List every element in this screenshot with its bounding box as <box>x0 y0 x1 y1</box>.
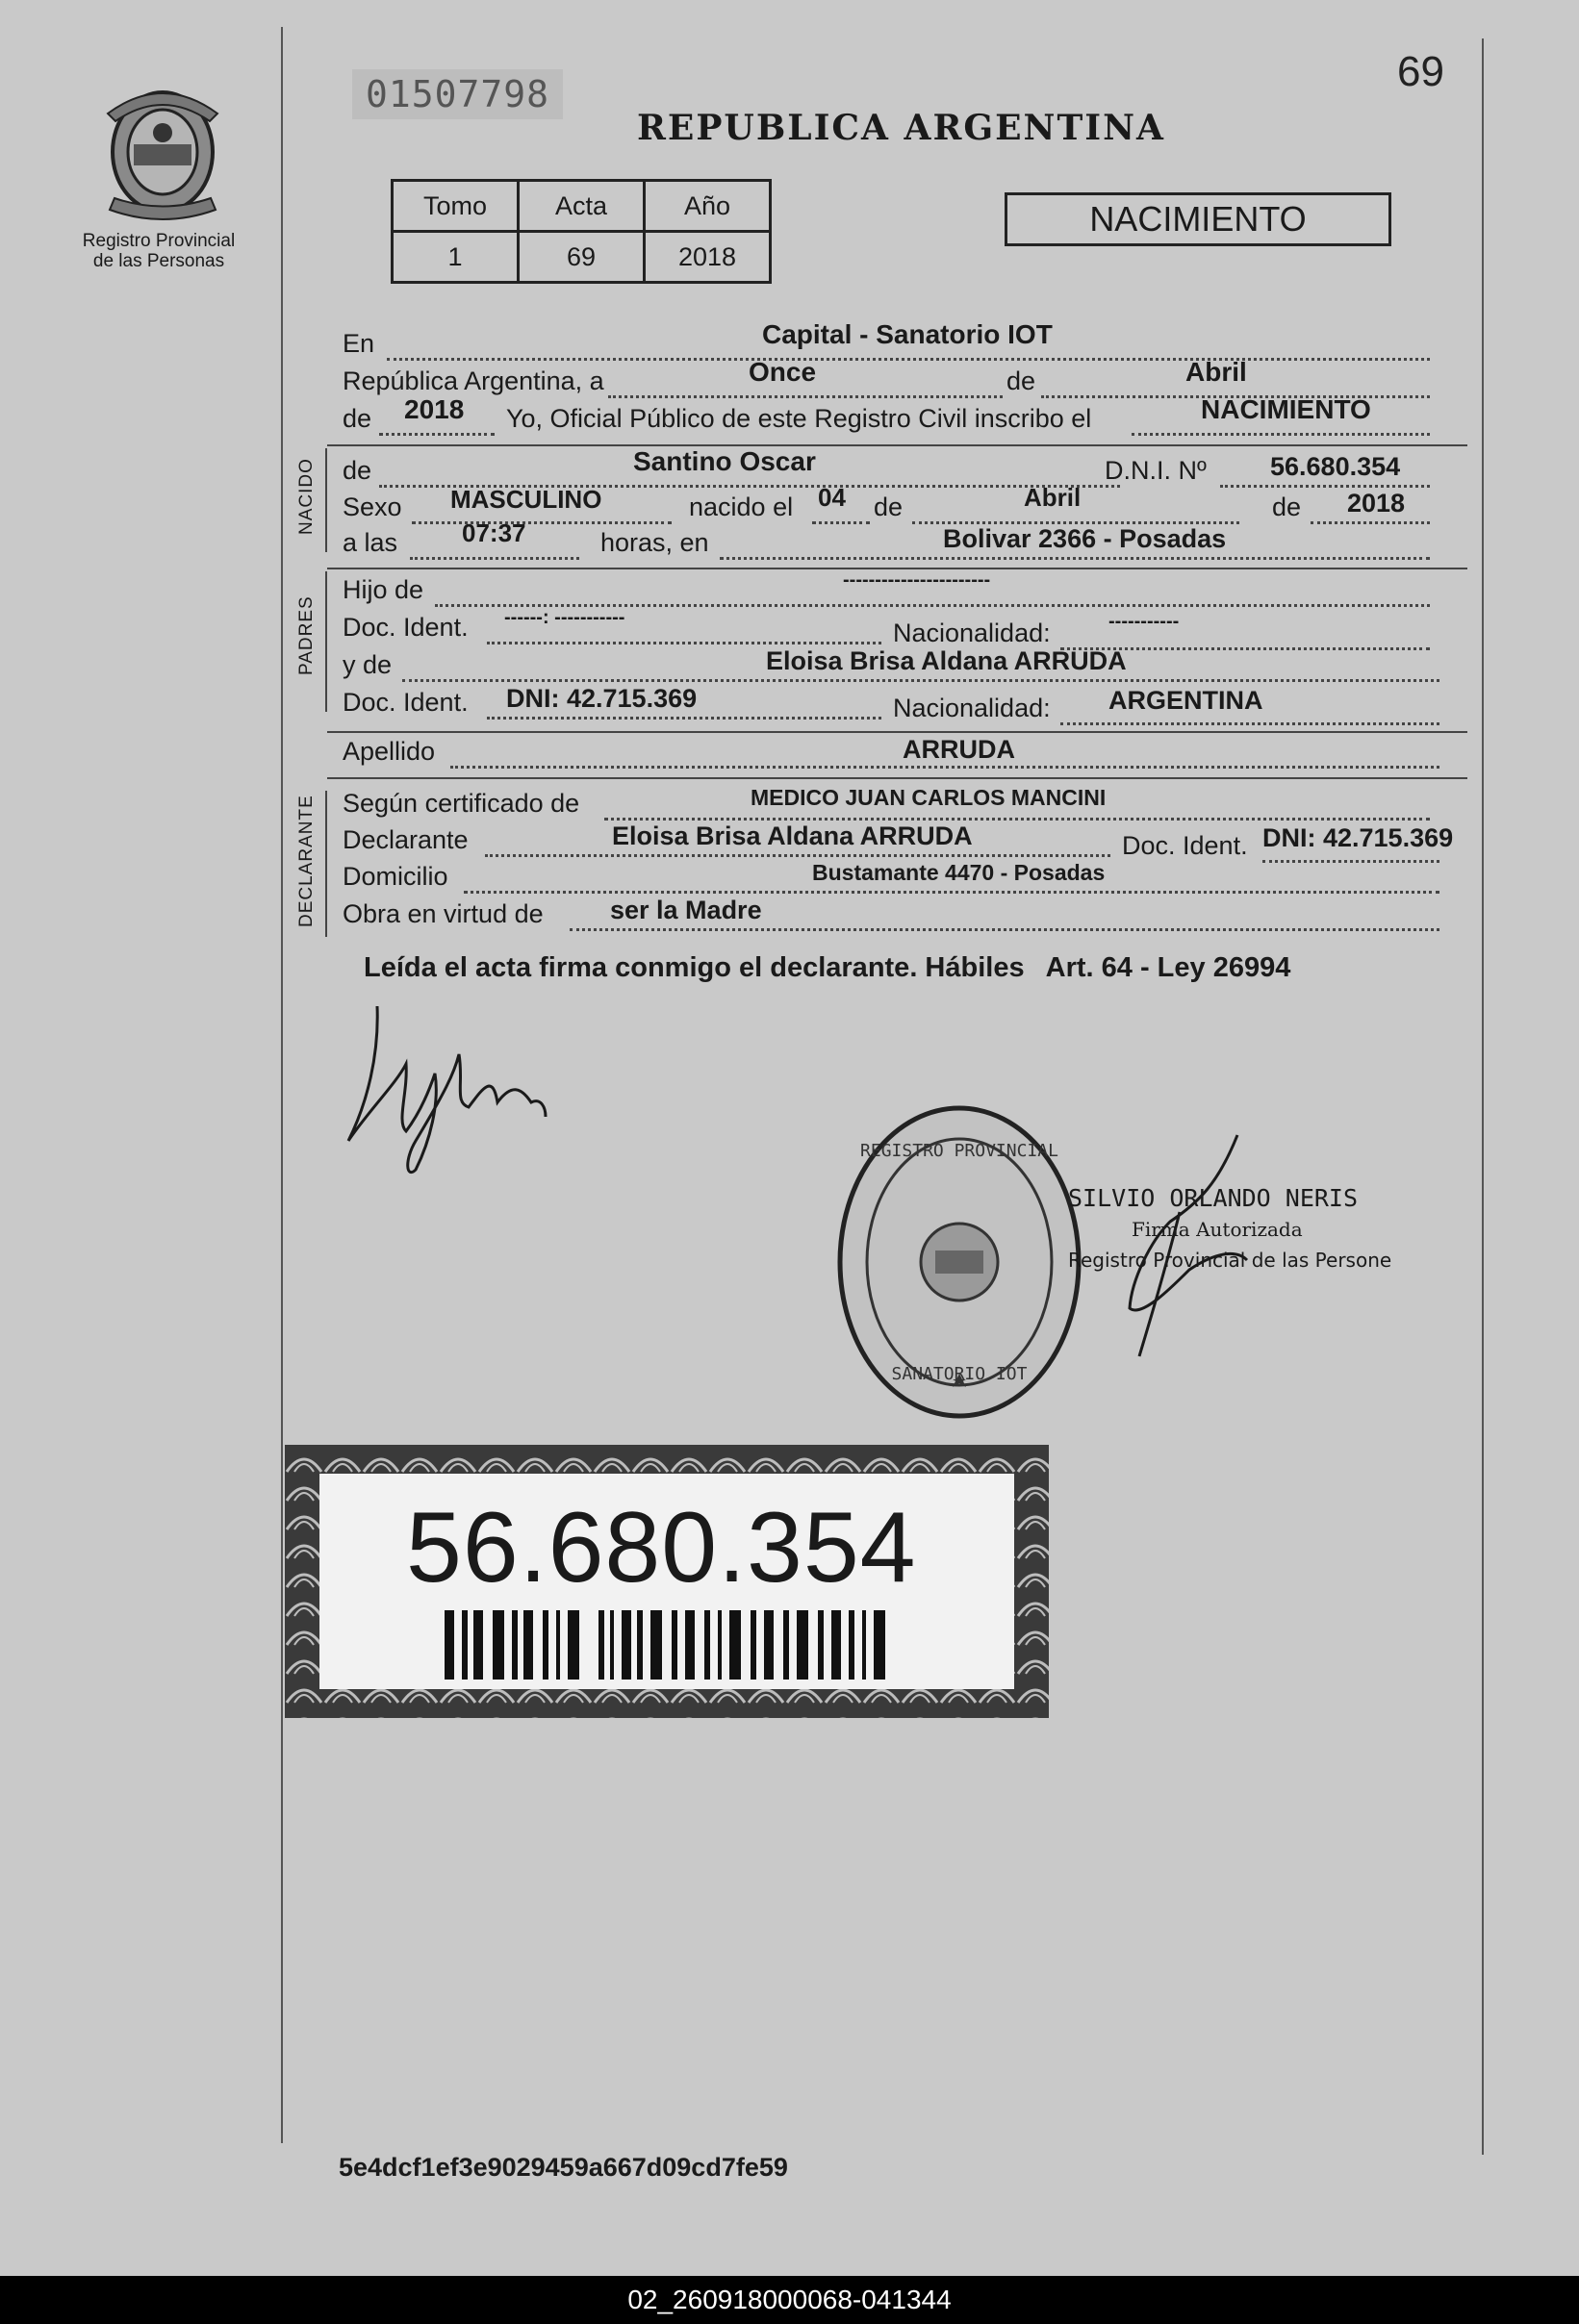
mother-doc: DNI: 42.715.369 <box>506 684 698 713</box>
domicilio-dots <box>464 891 1439 894</box>
padres-section-label: PADRES <box>296 595 317 675</box>
inscribo-dots <box>1132 433 1430 436</box>
separator-1 <box>327 444 1467 446</box>
father-doc-dots <box>487 642 881 644</box>
nacido-de-label: de <box>343 456 372 485</box>
nacido-el-label: nacido el <box>689 493 794 521</box>
country-title: REPUBLICA ARGENTINA <box>637 108 1165 148</box>
row-father-doc <box>343 607 1459 647</box>
record-type-box: NACIMIENTO <box>1005 192 1391 246</box>
father-doc-label: Doc. Ident. <box>343 613 469 642</box>
misiones-logo <box>90 75 235 229</box>
obra-dots <box>570 928 1439 931</box>
dni-label: D.N.I. Nº <box>1105 456 1207 485</box>
sexo-dots <box>412 521 672 524</box>
birth-time: 07:37 <box>462 518 526 547</box>
row-hora <box>343 518 1459 563</box>
nacido-section-label: NACIDO <box>296 458 317 535</box>
domicilio-label: Domicilio <box>343 862 448 891</box>
inscribo-value: NACIMIENTO <box>1201 394 1371 424</box>
mother-nationality-dots <box>1060 722 1439 725</box>
book-value-anio: 2018 <box>645 232 771 283</box>
footer-code: 02_260918000068-041344 <box>0 2276 1579 2324</box>
a-las-label: a las <box>343 528 398 557</box>
book-header-tomo: Tomo <box>393 181 519 232</box>
id-number-banner <box>285 1445 1049 1718</box>
book-header-anio: Año <box>645 181 771 232</box>
day-dots <box>812 521 870 524</box>
svg-text:SANATORIO IOT: SANATORIO IOT <box>891 1364 1028 1384</box>
control-number: 01507798 <box>352 69 563 119</box>
en-dots <box>387 358 1430 361</box>
obra-value: ser la Madre <box>610 896 762 924</box>
registry-label <box>58 231 260 271</box>
mother-doc-dots <box>487 717 881 720</box>
padres-bar <box>325 571 327 712</box>
closing-line <box>364 952 1290 984</box>
de-label-3: de <box>1272 493 1302 521</box>
de-label-2: de <box>874 493 904 521</box>
father-doc: ------: ----------- <box>504 607 625 628</box>
officer-title: Firma Autorizada <box>1132 1218 1303 1241</box>
domicilio-value: Bustamante 4470 - Posadas <box>812 860 1106 885</box>
birth-place: Bolivar 2366 - Posadas <box>943 524 1227 553</box>
horas-en-label: horas, en <box>600 528 709 557</box>
declarant-signature <box>339 997 560 1179</box>
certificado-label: Según certificado de <box>343 789 580 818</box>
declarante-doc-label: Doc. Ident. <box>1122 831 1248 860</box>
registry-line1: Registro Provincial <box>82 231 236 251</box>
svg-text:REGISTRO PROVINCIAL: REGISTRO PROVINCIAL <box>860 1141 1058 1161</box>
apellido-dots <box>450 766 1439 769</box>
birth-day: 04 <box>818 483 846 512</box>
officer-name: SILVIO ORLANDO NERIS <box>1068 1184 1359 1212</box>
birth-year: 2018 <box>1347 489 1406 518</box>
book-value-acta: 69 <box>519 232 645 283</box>
registry-seal <box>831 1099 1087 1426</box>
republica-label: República Argentina, a <box>343 366 604 395</box>
nacido-bar <box>325 448 327 552</box>
separator-3 <box>327 731 1467 733</box>
sexo-label: Sexo <box>343 493 402 521</box>
page-number: 69 <box>1397 48 1444 95</box>
nacido-dni: 56.680.354 <box>1270 452 1401 481</box>
book-table-values <box>393 232 771 283</box>
y-de-label: y de <box>343 650 393 679</box>
birth-month: Abril <box>1024 483 1082 512</box>
right-margin-line <box>1482 38 1484 2155</box>
en-label: En <box>343 329 375 358</box>
dni-dots <box>1220 485 1430 488</box>
officer-signature <box>1112 1125 1257 1366</box>
declarante-section-label: DECLARANTE <box>296 795 317 927</box>
mother-doc-label: Doc. Ident. <box>343 688 469 717</box>
certificado-dots <box>604 818 1430 821</box>
nacido-name: Santino Oscar <box>633 446 816 476</box>
republica-dots-1 <box>608 395 1003 398</box>
mother-dots <box>402 679 1439 682</box>
declarante-label: Declarante <box>343 825 469 854</box>
declarante-doc: DNI: 42.715.369 <box>1262 823 1454 852</box>
document-hash: 5e4dcf1ef3e9029459a667d09cd7fe59 <box>339 2153 788 2182</box>
en-value: Capital - Sanatorio IOT <box>762 319 1053 349</box>
row-mother-doc <box>343 684 1459 722</box>
book-header-acta: Acta <box>519 181 645 232</box>
year: 2018 <box>404 394 465 424</box>
father-nationality-label: Nacionalidad: <box>893 619 1051 647</box>
apellido-label: Apellido <box>343 737 436 766</box>
birth-year-dots <box>1311 521 1430 524</box>
book-table-header <box>393 181 771 232</box>
separator-4 <box>327 777 1467 779</box>
day-words: Once <box>749 357 817 387</box>
registry-line2: de las Personas <box>92 251 225 271</box>
declarante-value: Eloisa Brisa Aldana ARRUDA <box>612 821 973 850</box>
left-margin-line <box>281 27 283 2143</box>
oficial-text: Yo, Oficial Público de este Registro Civil inscribo el <box>506 404 1092 433</box>
hijo-de-label: Hijo de <box>343 575 424 604</box>
de-label: de <box>1006 366 1036 395</box>
time-dots <box>410 557 579 560</box>
de2-label: de <box>343 404 372 433</box>
leida-text: Leída el acta firma conmigo el declarante. Hábiles <box>364 952 1025 983</box>
certificado-value: MEDICO JUAN CARLOS MANCINI <box>751 785 1107 810</box>
book-table <box>391 179 772 284</box>
row-obra <box>343 896 1459 934</box>
place-dots <box>720 557 1430 560</box>
row-oficial <box>343 394 1459 439</box>
apellido-value: ARRUDA <box>903 735 1015 764</box>
obra-label: Obra en virtud de <box>343 899 544 928</box>
year-dots <box>379 433 495 436</box>
declarante-dots <box>485 854 1110 857</box>
banner-label-area <box>319 1474 1014 1689</box>
declarante-bar <box>325 791 327 937</box>
row-en <box>343 319 1459 364</box>
barcode <box>445 1610 897 1680</box>
row-apellido <box>343 737 1459 771</box>
row-certificado <box>343 785 1459 823</box>
book-value-tomo: 1 <box>393 232 519 283</box>
id-number: 56.680.354 <box>406 1492 917 1604</box>
sexo-value: MASCULINO <box>450 485 602 514</box>
father-name: ----------------------- <box>843 569 991 591</box>
month: Abril <box>1185 357 1247 387</box>
row-mother <box>343 646 1459 685</box>
mother-nationality: ARGENTINA <box>1108 686 1263 715</box>
mother-nationality-label: Nacionalidad: <box>893 694 1051 722</box>
father-nationality: ----------- <box>1108 611 1180 632</box>
row-hijo-de <box>343 569 1459 610</box>
ley-text: Art. 64 - Ley 26994 <box>1045 952 1291 983</box>
mother-name: Eloisa Brisa Aldana ARRUDA <box>766 646 1127 675</box>
row-declarante <box>343 821 1459 860</box>
row-domicilio <box>343 862 1459 897</box>
officer-office: Registro Provincial de las Persone <box>1068 1249 1392 1272</box>
